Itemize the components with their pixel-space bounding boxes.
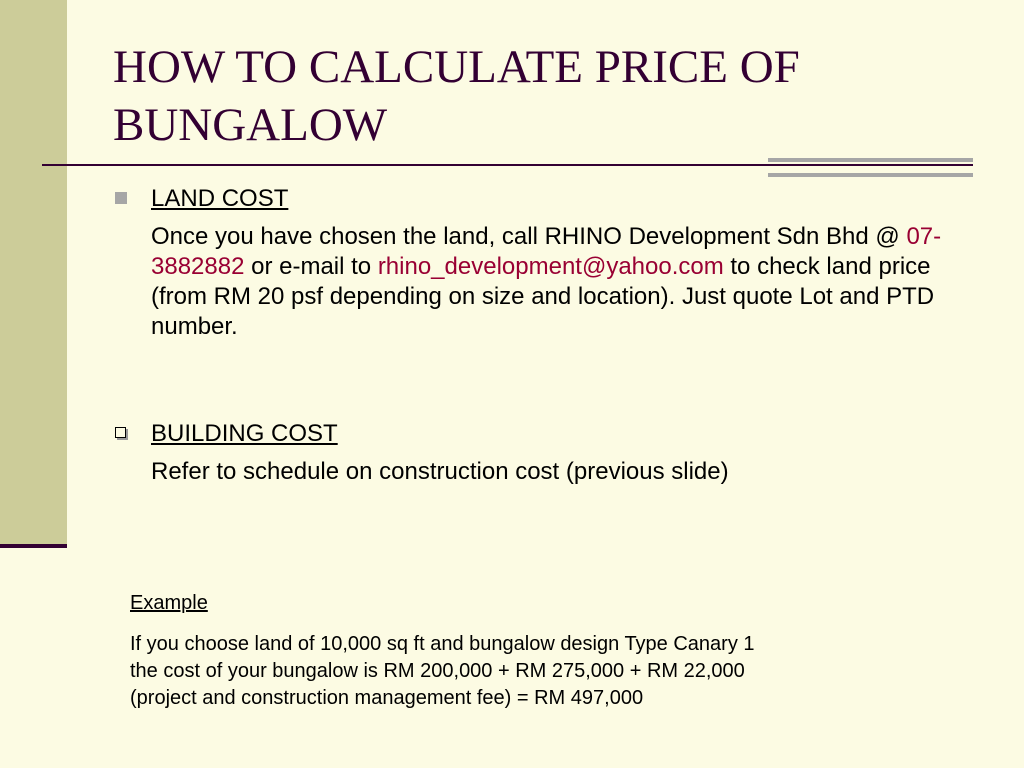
example-section — [130, 590, 930, 712]
land-cost-section — [113, 184, 963, 342]
left-band-rule — [0, 544, 67, 548]
title-divider — [42, 164, 973, 166]
phone-number: 07-3882882 — [151, 223, 942, 280]
building-cost-section — [113, 419, 963, 487]
example-text-line-2: the cost of your bungalow is RM 200,000 + RM 275,000 + RM 22,000 — [130, 660, 745, 682]
slide-title-line-1: HOW TO CALCULATE PRICE OF — [113, 41, 800, 93]
slide-title — [113, 38, 993, 154]
example-text-line-1: If you choose land of 10,000 sq ft and bungalow design Type Canary 1 — [130, 633, 755, 655]
land-cost-text-1: Once you have chosen the land, call RHINO Development Sdn Bhd @ — [151, 223, 907, 250]
land-cost-bullet — [113, 184, 963, 214]
land-cost-heading: LAND COST — [151, 185, 289, 212]
left-decorative-band — [0, 0, 67, 548]
accent-bar-top — [768, 158, 973, 162]
land-cost-text-2: or e-mail to — [244, 253, 378, 280]
square-bullet-icon — [115, 192, 127, 204]
example-text-line-3: (project and construction management fee) = RM 497,000 — [130, 687, 644, 709]
land-cost-description — [113, 222, 963, 342]
building-cost-bullet — [113, 419, 963, 449]
example-text — [130, 631, 930, 712]
land-cost-text-3: to check land price (from RM 20 psf depending on size and location). Just quote Lot and PTD number. — [151, 253, 935, 340]
accent-bar-bottom — [768, 173, 973, 177]
example-label: Example — [130, 592, 208, 614]
email-address: rhino_development@yahoo.com — [377, 253, 724, 280]
building-cost-description: Refer to schedule on construction cost (previous slide) — [151, 458, 729, 485]
slide-title-line-2: BUNGALOW — [113, 99, 388, 151]
building-cost-heading: BUILDING COST — [151, 420, 338, 447]
hollow-square-bullet-icon — [115, 427, 126, 438]
